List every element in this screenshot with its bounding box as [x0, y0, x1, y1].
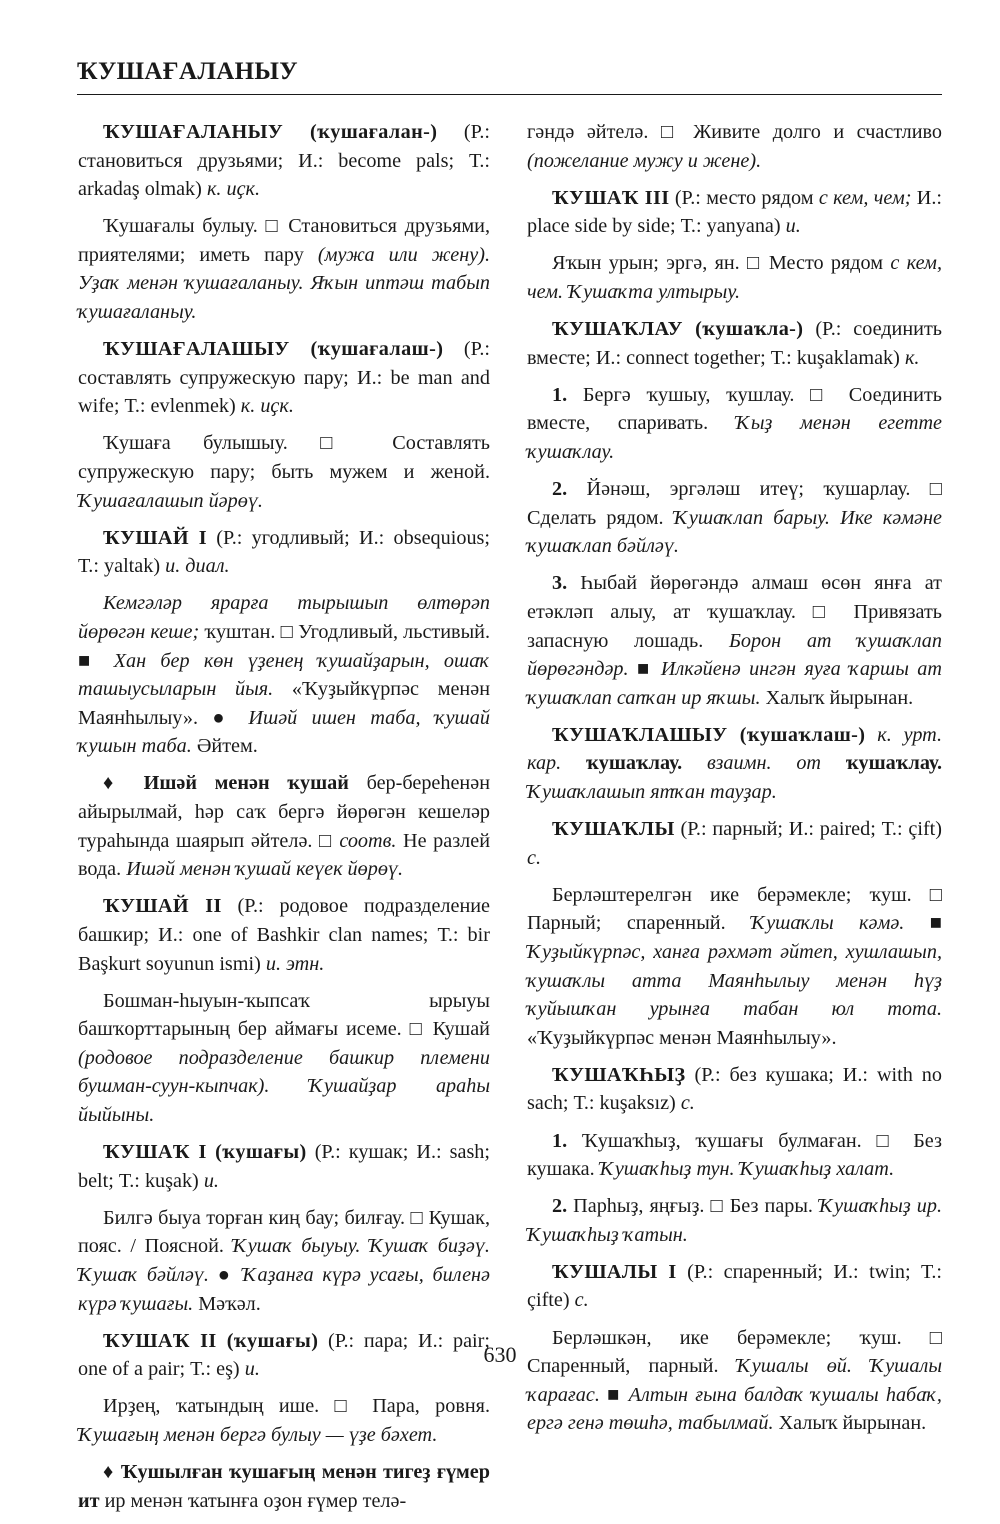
dictionary-paragraph — [527, 249, 942, 306]
dictionary-paragraph — [78, 212, 490, 326]
text-run: ● — [208, 1263, 243, 1286]
dictionary-paragraph — [527, 721, 942, 807]
italic-text: Ҡушаҡлап барыу. Ике кәмәне ҡушаҡлап бәйләү. — [527, 506, 942, 558]
headword: ҠУШАҠҺЫҘ — [552, 1063, 686, 1086]
headword: ҠУШАҠ I (ҡушағы) — [103, 1141, 307, 1164]
italic-text: Ишәй менән ҡушай кеүек йөрөү. — [126, 858, 404, 881]
italic-text: Ҡушағалашып йәрөү. — [78, 489, 263, 512]
text-run: Әйтем. — [191, 735, 258, 758]
text-run: ♦ — [103, 1461, 121, 1484]
italic-text: Ҡуҙыйкүрпәс, ханға рәхмәт әйтеп, хушлашып, ҡушаҡлы атта Маянһылыу менән һүҙ ҡуйышҡан урынға табан юл тота. — [527, 940, 942, 1021]
text-run: ♦ — [103, 772, 144, 795]
italic-text: и. — [244, 1358, 260, 1381]
text-run: Йәнәш, эргәләш итеү; ҡушарлау. □ Сделать рядом. — [527, 478, 942, 529]
bold-text: 1. — [552, 1129, 568, 1152]
text-run: (Р.: соединить вместе; И.: connect together; Т.: kuşaklamak) — [527, 318, 942, 369]
dictionary-paragraph — [527, 569, 942, 712]
bold-text: ҡушаҡлау. — [845, 752, 943, 775]
right-column — [527, 118, 942, 1446]
dictionary-paragraph — [78, 524, 490, 581]
text-run: Халыҡ йырынан. — [773, 1412, 927, 1435]
text-run: ■ — [599, 1383, 629, 1406]
text-run: (Р.: пара; И.: pair; one of a pair; Т.: eş) — [78, 1329, 490, 1381]
text-run: Халыҡ йырынан. — [760, 686, 914, 709]
left-column — [78, 118, 490, 1524]
italic-text: и. — [785, 215, 801, 238]
text-run: Ҡушаҡһыҙ, ҡушағы булмаған. □ Без кушака. — [527, 1129, 942, 1181]
italic-text: и. этн. — [265, 952, 325, 975]
text-run: Ирҙең, ҡатындың ише. □ Пара, ровня. — [103, 1395, 490, 1418]
headword: ҠУШАЙ I — [103, 526, 207, 549]
italic-text: с. — [574, 1289, 589, 1312]
dictionary-paragraph — [527, 1061, 942, 1118]
text-run: (Р.: без кушака; И.: with no sach; Т.: kuşaksız) — [527, 1063, 942, 1115]
text-run: ■ — [628, 658, 661, 681]
bold-text: 2. — [552, 1195, 568, 1218]
italic-text: Ҡушаҡһыҙ тун. Ҡушаҡһыҙ халат. — [599, 1158, 895, 1181]
text-run: ир менән ҡатынға оҙон ғүмер телә- — [99, 1489, 407, 1512]
dictionary-paragraph — [527, 475, 942, 561]
text-run — [682, 752, 707, 774]
page-number: 630 — [483, 1342, 517, 1367]
italic-text: Ҡушаҡһыҙ ир. Ҡушаҡһыҙ ҡатын. — [527, 1195, 942, 1246]
bold-text: Ишәй менән ҡушай — [143, 772, 349, 795]
dictionary-paragraph — [78, 1458, 490, 1515]
italic-text: Алтын ғына балдаҡ ҡушалы һабаҡ, ергә генә төшһә, табылмай. — [527, 1383, 942, 1435]
text-run: Бошман-һыуын-ҡыпсаҡ ырыуы башҡорттарының бер аймағы исеме. □ Кушай — [78, 989, 490, 1041]
italic-text: и. — [203, 1169, 219, 1192]
headword: ҠУШАҠЛЫ — [552, 818, 675, 841]
italic-text: (мужа или жену). Уҙаҡ менән ҡушағаланыу. Яҡын иптәш табып ҡушағаланыу. — [78, 243, 490, 324]
text-run: (Р.: спаренный; И.: twin; Т.: çifte) — [527, 1260, 942, 1312]
italic-text: к. урт. кар. — [527, 723, 943, 775]
text-run: ҡуштан. □ Угодливый, льстивый. ■ — [78, 621, 490, 672]
text-run: И.: place side by side; Т.: yanyana) — [527, 186, 943, 238]
text-run: Бергә ҡушыу, ҡушлау. □ Соединить вместе, спаривать. — [527, 383, 942, 435]
headword: ҠУШАҠ III — [552, 186, 670, 209]
dictionary-paragraph — [78, 1204, 490, 1318]
italic-text: к. — [904, 346, 920, 369]
dictionary-paragraph — [78, 589, 490, 761]
italic-text: (пожелание мужу и жене). — [527, 149, 762, 172]
headword: ҠУШАҠ II (ҡушағы) — [103, 1329, 319, 1352]
italic-text: Ҡушаҡлы кәмә. — [751, 912, 905, 935]
italic-text: взаимн. от — [707, 752, 821, 775]
dictionary-paragraph — [527, 1127, 942, 1184]
bold-text: ҡушаҡлау. — [586, 752, 683, 775]
dictionary-paragraph — [527, 118, 942, 175]
text-run: «Ҡуҙыйкүрпәс менән Маянһылыу». ● — [78, 678, 490, 729]
text-run: (Р.: составлять супружескую пару; И.: be man and wife; Т.: evlenmek) — [78, 338, 490, 418]
dictionary-paragraph — [527, 184, 942, 241]
bold-text: Ҡушылған ҡушағың менән тигеҙ ғүмер ит — [78, 1461, 490, 1512]
text-run: Берләшкән, ике берәмекле; ҡуш. □ Спаренный, парный. — [527, 1326, 942, 1378]
text-run: Мәҡәл. — [193, 1292, 261, 1315]
headword: ҠУШАЛЫ I — [552, 1260, 677, 1283]
italic-text: с. — [680, 1092, 695, 1115]
text-run: (Р.: угодливый; И.: obsequious; Т.: yaltak) — [78, 526, 490, 578]
italic-text: (родовое подразделение башкир племени бушман-суун-кыпчак). Ҡушайҙар араһы йыйыны. — [78, 1046, 490, 1126]
dictionary-paragraph — [78, 892, 490, 978]
italic-text: Ҡыҙ менән егетте ҡушаҡлау. — [527, 412, 942, 463]
text-run: Һыбай йөрөгәндә алмаш өсөн янға ат етәкләп алыу, ат ҡушаҡлау. □ Привязать запасную лошадь. — [527, 572, 942, 652]
text-run: Яҡын урын; эргә, ян. □ Место рядом — [552, 252, 891, 275]
dictionary-paragraph — [78, 1392, 490, 1449]
text-run: гәндә әйтелә. □ Живите долго и счастливо — [527, 121, 942, 143]
bold-text: 2. — [552, 478, 568, 501]
headword: ҠУШАҠЛАШЫУ (ҡушаҡлаш-) — [552, 723, 866, 746]
dictionary-paragraph — [527, 315, 942, 372]
italic-text: с кем, чем. Ҡушаҡта ултырыу. — [527, 252, 942, 303]
italic-text: к. иҫк. — [206, 178, 261, 201]
dictionary-paragraph — [527, 1324, 942, 1438]
dictionary-paragraph — [527, 1258, 942, 1315]
text-run — [821, 752, 846, 774]
italic-text: Борон ат ҡушаҡлап йөрөгәндәр. — [527, 629, 942, 681]
italic-text: Илкәйенә ингән яуға ҡаршы ат ҡушаҡлап сапҡан ир яҡшы. — [527, 658, 942, 709]
headword: ҠУШАЙ II — [103, 895, 222, 918]
text-run: Берләштерелгән ике берәмекле; ҡуш. □ Парный; спаренный. — [527, 883, 942, 935]
running-head: ҠУШАҒАЛАНЫУ — [77, 58, 298, 85]
dictionary-paragraph — [527, 815, 942, 872]
italic-text: и. диал. — [165, 555, 230, 578]
text-run: ■ — [904, 912, 942, 935]
dictionary-paragraph — [78, 769, 490, 883]
dictionary-paragraph — [527, 1192, 942, 1249]
italic-text: к. иҫк. — [240, 395, 294, 418]
italic-text: Ҡушалы өй. Ҡушалы ҡарағас. — [527, 1355, 942, 1406]
italic-text: Ҡушаҡлашып ятҡан тауҙар. — [527, 780, 777, 803]
headword: ҠУШАҠЛАУ (ҡушаҡла-) — [552, 318, 804, 341]
dictionary-paragraph — [527, 381, 942, 467]
italic-text: с. — [527, 846, 542, 869]
dictionary-paragraph — [527, 881, 942, 1053]
dictionary-paragraph — [78, 987, 490, 1130]
italic-text: с кем, чем; — [818, 186, 912, 209]
italic-text: Хан бер көн үҙенең ҡушайҙарын, ошаҡ ташыусыларын йыя. — [78, 649, 490, 701]
bold-text: 3. — [552, 572, 568, 595]
italic-text: Ҡушаҡ быуыу. Ҡушаҡ биҙәү. Ҡушаҡ бәйләү. — [78, 1235, 490, 1286]
header-rule — [77, 94, 942, 95]
italic-text: Кемгәләр ярарға тырышып өлтөрәп йөрөгән кеше; — [78, 592, 490, 643]
bold-text: 1. — [552, 383, 568, 406]
text-run — [561, 752, 586, 774]
text-run: Ҡушағалы булыу. □ Становиться друзьями, приятелями; иметь пару — [78, 215, 490, 266]
text-run: Не разлей вода. — [78, 829, 491, 881]
italic-text: Ишәй ишен таба, ҡушай ҡушын таба. — [78, 706, 490, 758]
italic-text: соотв. — [339, 829, 397, 852]
text-run: (Р.: родовое подразделение башкир; И.: one of Bashkir clan names; Т.: bir Başkurt soyunun ismi) — [78, 895, 491, 975]
text-run: (Р.: парный; И.: paired; Т.: çift) — [674, 818, 942, 841]
text-run: Билгә быуа торған киң бау; билғау. □ Кушак, пояс. / Поясной. — [78, 1206, 490, 1258]
text-run: (Р.: становиться друзьями; И.: become pals; Т.: arkadaş olmak) — [78, 121, 490, 201]
text-run: (Р.: кушак; И.: sash; belt; Т.: kuşak) — [78, 1141, 491, 1192]
headword: ҠУШАҒАЛАНЫУ (ҡушағалан-) — [103, 121, 438, 143]
text-run: «Ҡуҙыйкүрпәс менән Маянһылыу». — [527, 1026, 837, 1049]
dictionary-paragraph — [78, 1138, 490, 1195]
text-run: Парһыҙ, яңғыҙ. □ Без пары. — [567, 1195, 820, 1218]
dictionary-paragraph — [78, 429, 490, 515]
italic-text: Ҡаҙанға күрә усағы, биленә күрә ҡушағы. — [78, 1263, 491, 1315]
headword: ҠУШАҒАЛАШЫУ (ҡушағалаш-) — [103, 338, 444, 361]
text-run: Ҡушаға булышыу. □ Составлять супружескую пару; быть мужем и женой. — [78, 432, 490, 484]
dictionary-paragraph — [78, 118, 490, 204]
text-run: (Р.: место рядом — [669, 186, 819, 209]
dictionary-paragraph — [78, 335, 490, 421]
italic-text: Ҡушағың менән бергә булыу — үҙе бәхет. — [78, 1423, 438, 1446]
text-run: бер-береһенән айырылмай, һәр саҡ бергә йөрөгән кешеләр тураһында шаярып әйтелә. □ — [78, 772, 491, 852]
text-run — [865, 724, 877, 746]
